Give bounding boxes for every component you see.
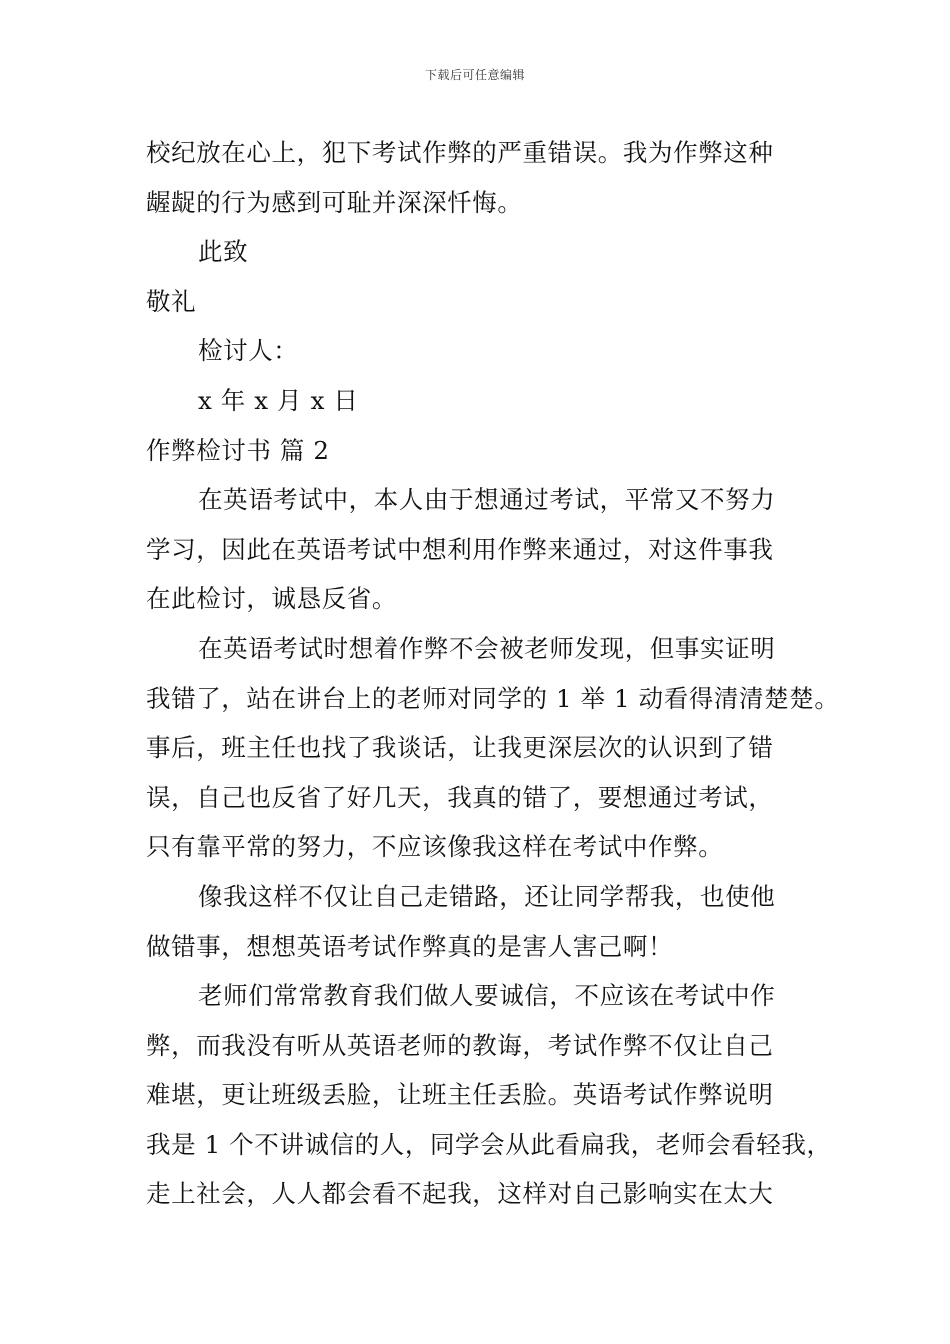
date-line: x 年 x 月 x 日 [198,385,359,415]
text-line-11: 在英语考试时想着作弊不会被老师发现，但事实证明 [198,633,776,663]
signer-label: 检讨人： [198,336,299,366]
header-note: 下载后可任意编辑 [424,68,525,82]
text-line-13: 事后，班主任也找了我谈话，让我更深层次的认识到了错 [146,733,774,763]
text-line-12: 我错了，站在讲台上的老师对同学的 1 举 1 动看得清清楚楚。 [146,683,840,713]
text-line-16: 像我这样不仅让自己走错路，还让同学帮我，也使他 [198,881,776,911]
text-line-8: 在英语考试中，本人由于想通过考试，平常又不努力 [198,485,776,515]
text-line-14: 误，自己也反省了好几天，我真的错了，要想通过考试， [146,782,774,812]
section-title: 作弊检讨书 篇 2 [146,435,330,465]
closing-line: 敬礼 [146,286,197,316]
text-line-17: 做错事，想想英语考试作弊真的是害人害己啊！ [146,931,674,961]
text-line-18: 老师们常常教育我们做人要诚信，不应该在考试中作 [198,981,776,1011]
document-body [146,128,840,1219]
text-line-22: 走上社会，人人都会看不起我，这样对自己影响实在太大 [146,1179,774,1209]
text-line-9: 学习，因此在英语考试中想利用作弊来通过，对这件事我 [146,534,774,564]
text-line-1: 校纪放在心上，犯下考试作弊的严重错误。我为作弊这种 [146,138,774,167]
text-line-21: 我是 1 个不讲诚信的人，同学会从此看扁我，老师会看轻我， [146,1129,832,1159]
text-line-20: 难堪，更让班级丢脸，让班主任丢脸。英语考试作弊说明 [146,1080,774,1110]
text-line-2: 龌龊的行为感到可耻并深深忏悔。 [146,187,523,217]
text-line-15: 只有靠平常的努力，不应该像我这样在考试中作弊。 [146,832,724,862]
text-line-19: 弊，而我没有听从英语老师的教诲，考试作弊不仅让自己 [146,1030,774,1060]
salutation-line: 此致 [198,237,249,267]
text-line-10: 在此检讨，诚恳反省。 [146,584,397,614]
